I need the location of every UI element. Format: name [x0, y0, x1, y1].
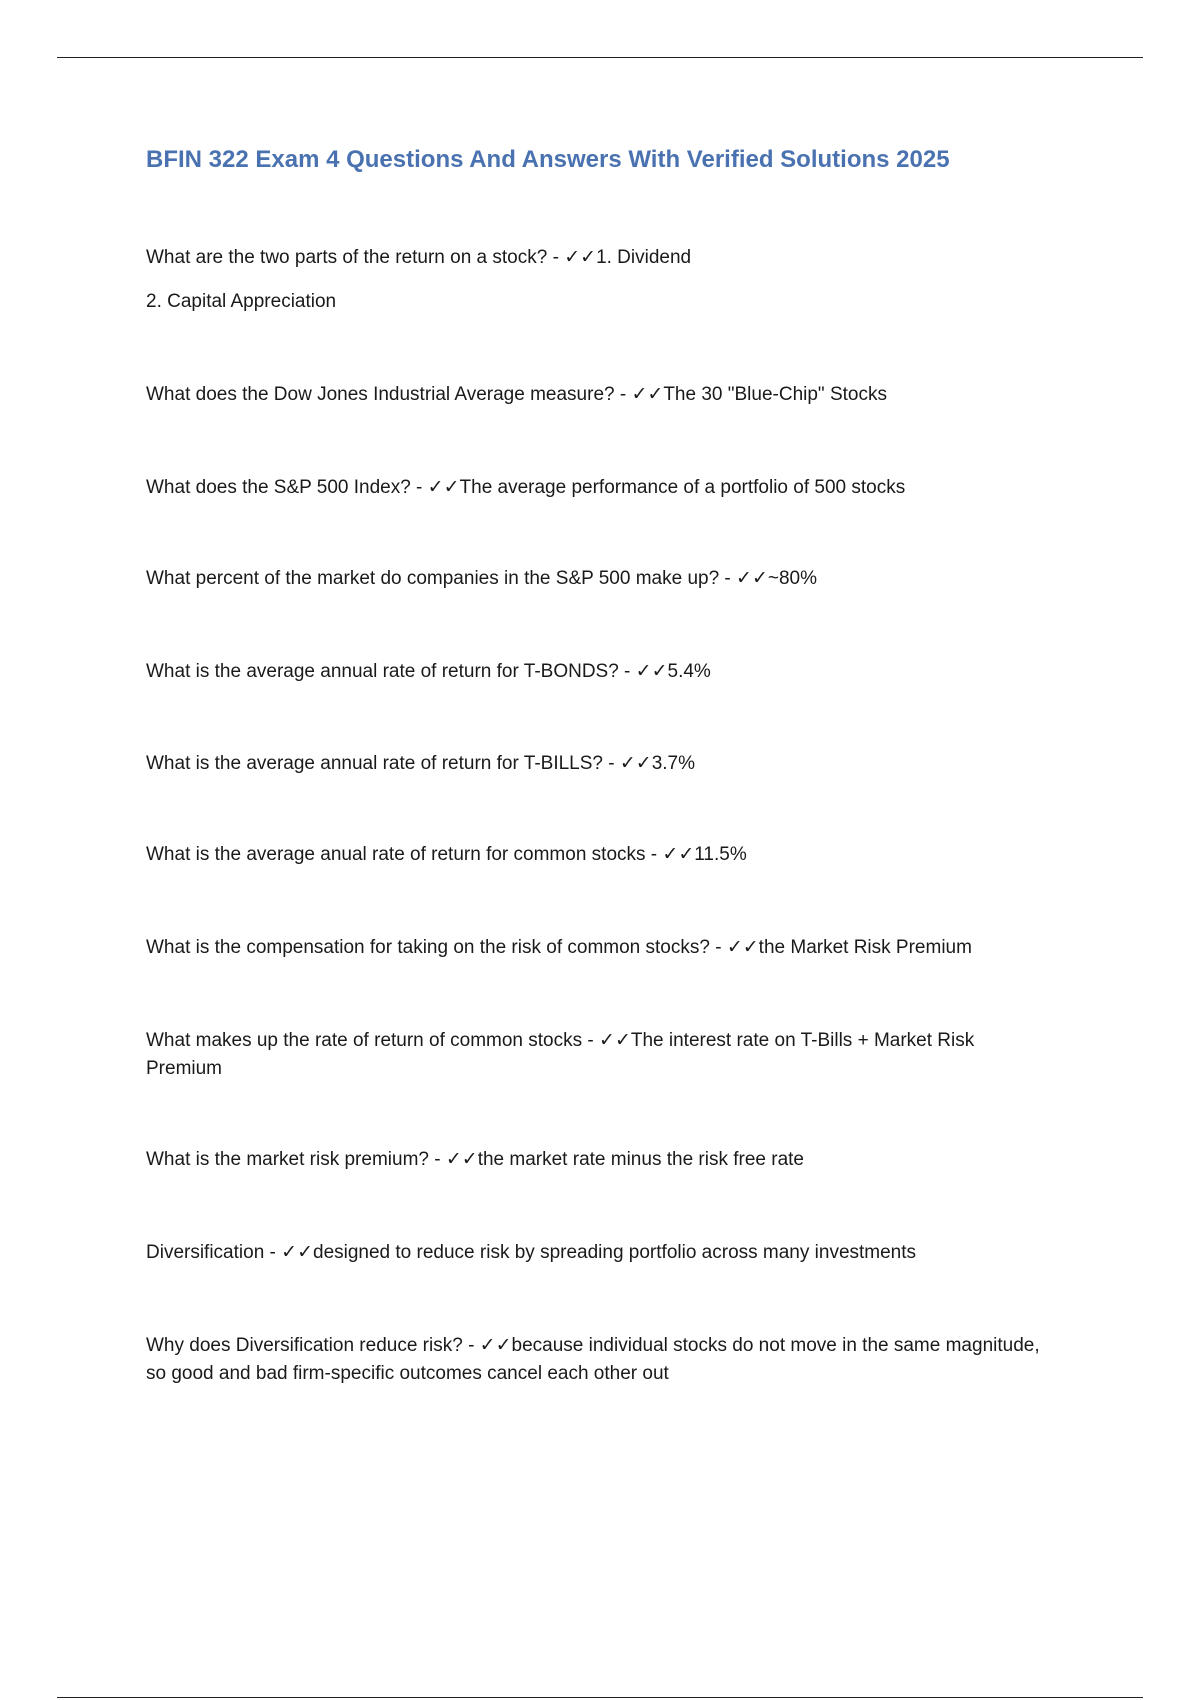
- answer-separator: - ✓✓: [602, 753, 652, 774]
- answer-separator: - ✓✓: [547, 247, 597, 268]
- qa-item-5: [146, 658, 1046, 686]
- qa-item-3: [146, 474, 1046, 502]
- answer-text: the market rate minus the risk free rate: [477, 1149, 804, 1170]
- qa-item-1-continued: [146, 288, 1046, 316]
- answer-separator: - ✓✓: [264, 1242, 313, 1263]
- question-text: What is the compensation for taking on the risk of common stocks?: [146, 937, 710, 958]
- answer-text: ~80%: [767, 568, 818, 589]
- answer-separator: - ✓✓: [582, 1030, 631, 1051]
- qa-item-1: [146, 244, 1046, 272]
- answer-separator: - ✓✓: [614, 384, 664, 405]
- answer-text: The 30 "Blue-Chip" Stocks: [663, 384, 887, 405]
- question-text: What is the average annual rate of return for T-BILLS?: [146, 753, 603, 774]
- answer-text: 1. Dividend: [596, 247, 692, 268]
- question-text: Why does Diversification reduce risk?: [146, 1335, 463, 1356]
- document-title: BFIN 322 Exam 4 Questions And Answers With Verified Solutions 2025: [146, 146, 950, 173]
- qa-item-8: [146, 934, 1046, 962]
- answer-text: 11.5%: [694, 844, 747, 865]
- top-rule: [57, 57, 1143, 58]
- question-text: What are the two parts of the return on a stock?: [146, 247, 548, 268]
- answer-separator: - ✓✓: [618, 661, 668, 682]
- qa-item-4: [146, 565, 1046, 593]
- answer-separator: - ✓✓: [410, 477, 460, 498]
- question-text: What does the Dow Jones Industrial Average measure?: [146, 384, 615, 405]
- answer-text: the Market Risk Premium: [758, 937, 972, 958]
- answer-text: because individual stocks do not move in the same magnitude, so good and bad firm-specific outcomes cancel each other out: [146, 1335, 1040, 1384]
- answer-text: The average performance of a portfolio of 500 stocks: [459, 477, 906, 498]
- qa-item-7: [146, 841, 1046, 869]
- qa-item-12: [146, 1332, 1046, 1388]
- question-text: What is the market risk premium?: [146, 1149, 429, 1170]
- qa-item-11: [146, 1239, 1046, 1267]
- question-text: What makes up the rate of return of common stocks: [146, 1030, 583, 1051]
- answer-separator: - ✓✓: [428, 1149, 478, 1170]
- answer-text: designed to reduce risk by spreading portfolio across many investments: [313, 1242, 917, 1263]
- answer-text: The interest rate on T-Bills + Market Risk Premium: [146, 1030, 975, 1079]
- answer-separator: - ✓✓: [719, 568, 768, 589]
- question-text: Diversification: [146, 1242, 265, 1263]
- answer-text: 5.4%: [667, 661, 711, 682]
- question-text: What percent of the market do companies in the S&P 500 make up?: [146, 568, 720, 589]
- qa-item-6: [146, 750, 1046, 778]
- question-text: What is the average anual rate of return for common stocks: [146, 844, 646, 865]
- answer-separator: - ✓✓: [645, 844, 695, 865]
- qa-item-9: [146, 1027, 1046, 1083]
- qa-item-10: [146, 1146, 1046, 1174]
- question-text: What is the average annual rate of return for T-BONDS?: [146, 661, 619, 682]
- bottom-rule: [57, 1697, 1143, 1698]
- answer-text: 3.7%: [651, 753, 696, 774]
- qa-item-2: [146, 381, 1046, 409]
- answer-text-continued: 2. Capital Appreciation: [146, 291, 337, 312]
- question-text: What does the S&P 500 Index?: [146, 477, 411, 498]
- answer-separator: - ✓✓: [462, 1335, 512, 1356]
- answer-separator: - ✓✓: [709, 937, 759, 958]
